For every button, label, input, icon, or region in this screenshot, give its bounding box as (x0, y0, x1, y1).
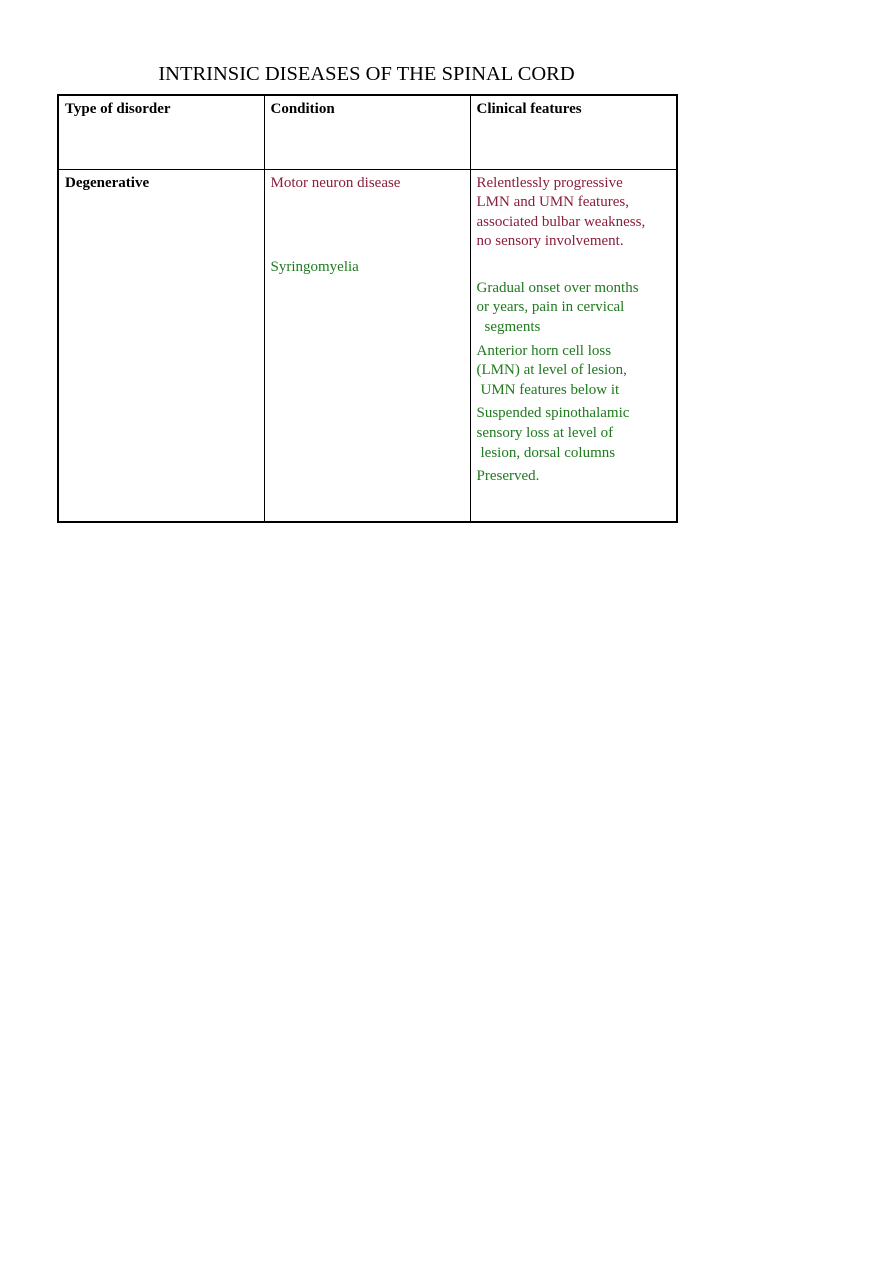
cell-conditions (264, 169, 470, 522)
diseases-table (57, 94, 678, 523)
feature-line: UMN features below it (480, 381, 620, 398)
disorder-type-label: Degenerative (65, 174, 150, 191)
feature-line: Gradual onset over months (476, 279, 639, 296)
table-header-row (58, 95, 677, 169)
header-clinical-features: Clinical features (470, 95, 677, 169)
feature-line: Relentlessly progressive (476, 174, 623, 191)
features-syringomyelia-motor (477, 342, 671, 401)
feature-line: Preserved. (476, 468, 540, 485)
feature-line: Anterior horn cell loss (476, 342, 612, 359)
cell-disorder-type (58, 169, 264, 522)
features-syringomyelia-preserved (477, 467, 671, 487)
feature-line: lesion, dorsal columns (480, 444, 616, 461)
feature-line: LMN and UMN features, (476, 194, 629, 211)
features-syringomyelia-onset (477, 279, 671, 338)
feature-line: Suspended spinothalamic (476, 405, 630, 422)
feature-line: no sensory involvement. (476, 233, 624, 250)
cell-clinical-features (470, 169, 677, 522)
feature-line: or years, pain in cervical (476, 299, 625, 316)
header-condition: Condition (264, 95, 470, 169)
features-syringomyelia-sensory (477, 404, 671, 463)
feature-line: segments (484, 319, 541, 336)
feature-line: (LMN) at level of lesion, (476, 362, 627, 379)
page-title: INTRINSIC DISEASES OF THE SPINAL CORD (158, 63, 575, 85)
header-type-of-disorder: Type of disorder (58, 95, 264, 169)
features-motor-neuron-disease (477, 174, 671, 252)
table-row (58, 169, 677, 522)
condition-motor-neuron-disease: Motor neuron disease (270, 174, 401, 191)
feature-line: sensory loss at level of (476, 425, 614, 442)
condition-syringomyelia: Syringomyelia (270, 259, 359, 276)
feature-line: associated bulbar weakness, (476, 213, 646, 230)
